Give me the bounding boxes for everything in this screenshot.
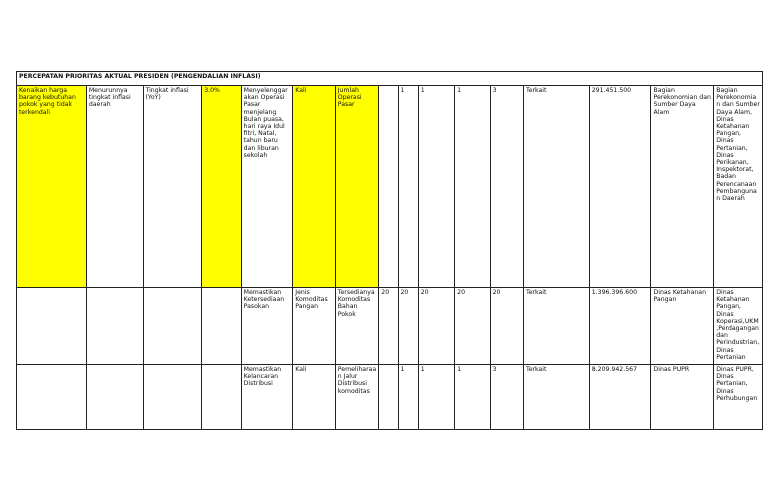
cell-status: Terkait	[523, 288, 589, 365]
cell-indikator-output: Tersedianya Komoditas Bahan Pokok	[335, 288, 379, 365]
cell-pelaksana: Dinas Ketahanan Pangan	[651, 288, 714, 365]
cell-target	[202, 365, 241, 430]
cell-indikator	[86, 288, 143, 365]
cell-ukuran	[143, 288, 202, 365]
cell-target: 3.0%	[202, 86, 241, 288]
cell-ukuran	[143, 365, 202, 430]
cell-t3: 1	[455, 365, 490, 430]
cell-t1: 20	[398, 288, 418, 365]
cell-anggaran: 1.396.396.600	[589, 288, 651, 365]
cell-t3: 20	[455, 288, 490, 365]
cell-target	[202, 288, 241, 365]
cell-sasaran: Kenaikan harga barang kebutuhan pokok yang tidak terkendali	[17, 86, 87, 288]
cell-t4: 20	[490, 288, 523, 365]
cell-sasaran	[17, 288, 87, 365]
cell-t2: 1	[418, 86, 454, 288]
cell-kegiatan: Menyelenggarakan Operasi Pasar menjelang Bulan puasa, hari raya Idul fitri, Natal, tahun baru dan liburan sekolah	[241, 86, 293, 288]
cell-indikator: Menurunnya tingkat inflasi daerah	[86, 86, 143, 288]
cell-terkait: Dinas PUPR, Dinas Pertanian, Dinas Perhubungan	[714, 365, 763, 430]
cell-baseline	[379, 365, 398, 430]
cell-t4: 3	[490, 86, 523, 288]
cell-status: Terkait	[523, 365, 589, 430]
cell-baseline: 20	[379, 288, 398, 365]
cell-pelaksana: Bagian Perekonomian dan Sumber Daya Alam	[651, 86, 714, 288]
cell-pelaksana: Dinas PUPR	[651, 365, 714, 430]
cell-kegiatan: Memastikan Ketersediaan Pasokan	[241, 288, 293, 365]
cell-sasaran	[17, 365, 87, 430]
cell-t1: 1	[398, 86, 418, 288]
cell-kegiatan: Memastikan Kelancaran Distribusi	[241, 365, 293, 430]
cell-satuan: Jenis Komoditas Pangan	[293, 288, 336, 365]
cell-satuan: Kali	[293, 365, 336, 430]
cell-t3: 1	[455, 86, 490, 288]
cell-terkait: Bagian Perekonomian dan Sumber Daya Alam, Dinas Ketahanan Pangan, Dinas Pertanian, Dinas Perikanan, Inspektorat, Badan Perencanaan Pembangunan Daerah	[714, 86, 763, 288]
cell-ukuran: Tingkat inflasi (YoY)	[143, 86, 202, 288]
cell-satuan: Kali	[293, 86, 336, 288]
cell-indikator-output: Pemeliharaan Jalur Distribusi komoditas	[335, 365, 379, 430]
cell-t2: 1	[418, 365, 454, 430]
table-row	[17, 86, 763, 288]
cell-t4: 3	[490, 365, 523, 430]
cell-indikator	[86, 365, 143, 430]
cell-t1: 1	[398, 365, 418, 430]
cell-indikator-output: Jumlah Operasi Pasar	[335, 86, 379, 288]
cell-anggaran: 291.451.500	[589, 86, 651, 288]
cell-anggaran: 8.209.942.567	[589, 365, 651, 430]
table-row	[17, 365, 763, 430]
cell-t2: 20	[418, 288, 454, 365]
table-row	[17, 288, 763, 365]
table-title: PERCEPATAN PRIORITAS AKTUAL PRESIDEN (PENGENDALIAN INFLASI)	[17, 72, 763, 86]
cell-status: Terkait	[523, 86, 589, 288]
cell-terkait: Dinas Ketahanan Pangan, Dinas Koperasi,UKM,Perdagangan dan Perindustrian, Dinas Pertanian	[714, 288, 763, 365]
cell-baseline	[379, 86, 398, 288]
inflation-priority-table	[16, 71, 763, 430]
